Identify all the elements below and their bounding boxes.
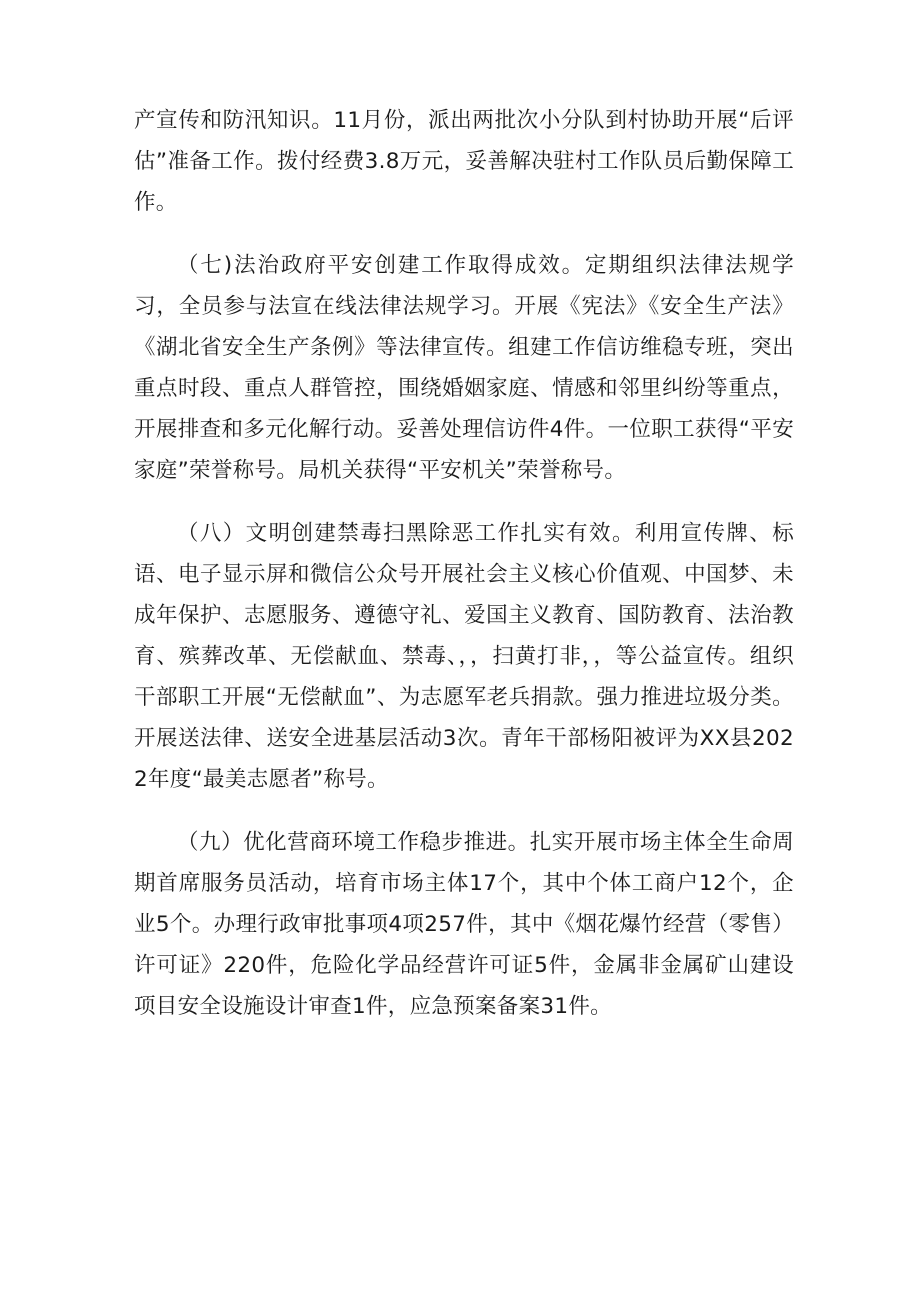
paragraph-section-9-business-environment: （九）优化营商环境工作稳步推进。扎实开展市场主体全生命周期首席服务员活动，培育市场主体17个，其中个体工商户12个，企业5个。办理行政审批事项4项257件，其中《烟花爆竹经营（零售）许可证》220件，危险化学品经营许可证5件，金属非金属矿山建设项目安全设施设计审查1件，应急预案备案31件。 (134, 830, 794, 1019)
paragraph-section-7-rule-of-law: （七)法治政府平安创建工作取得成效。定期组织法律法规学习，全员参与法宣在线法律法规学习。开展《宪法》《安全生产法》《湖北省安全生产条例》等法律宣传。组建工作信访维稳专班，突出重点时段、重点人群管控，围绕婚姻家庭、情感和邻里纠纷等重点，开展排查和多元化解行动。妥善处理信访件4件。一位职工获得“平安家庭”荣誉称号。局机关获得“平安机关”荣誉称号。 (134, 253, 794, 483)
paragraph-section-8-civilization: （八）文明创建禁毒扫黑除恶工作扎实有效。利用宣传牌、标语、电子显示屏和微信公众号开展社会主义核心价值观、中国梦、未成年保护、志愿服务、遵德守礼、爱国主义教育、国防教育、法治教育、殡葬改革、无偿献血、禁毒、，，扫黄打非，，等公益宣传。组织干部职工开展“无偿献血”、为志愿军老兵捐款。强力推进垃圾分类。开展送法律、送安全进基层活动3次。青年干部杨阳被评为XX县2022年度“最美志愿者”称号。 (134, 521, 794, 792)
paragraph-continuation: 产宣传和防汛知识。11月份，派出两批次小分队到村协助开展“后评估”准备工作。拨付经费3.8万元，妥善解决驻村工作队员后勤保障工作。 (134, 108, 794, 215)
document-body (134, 100, 794, 1027)
